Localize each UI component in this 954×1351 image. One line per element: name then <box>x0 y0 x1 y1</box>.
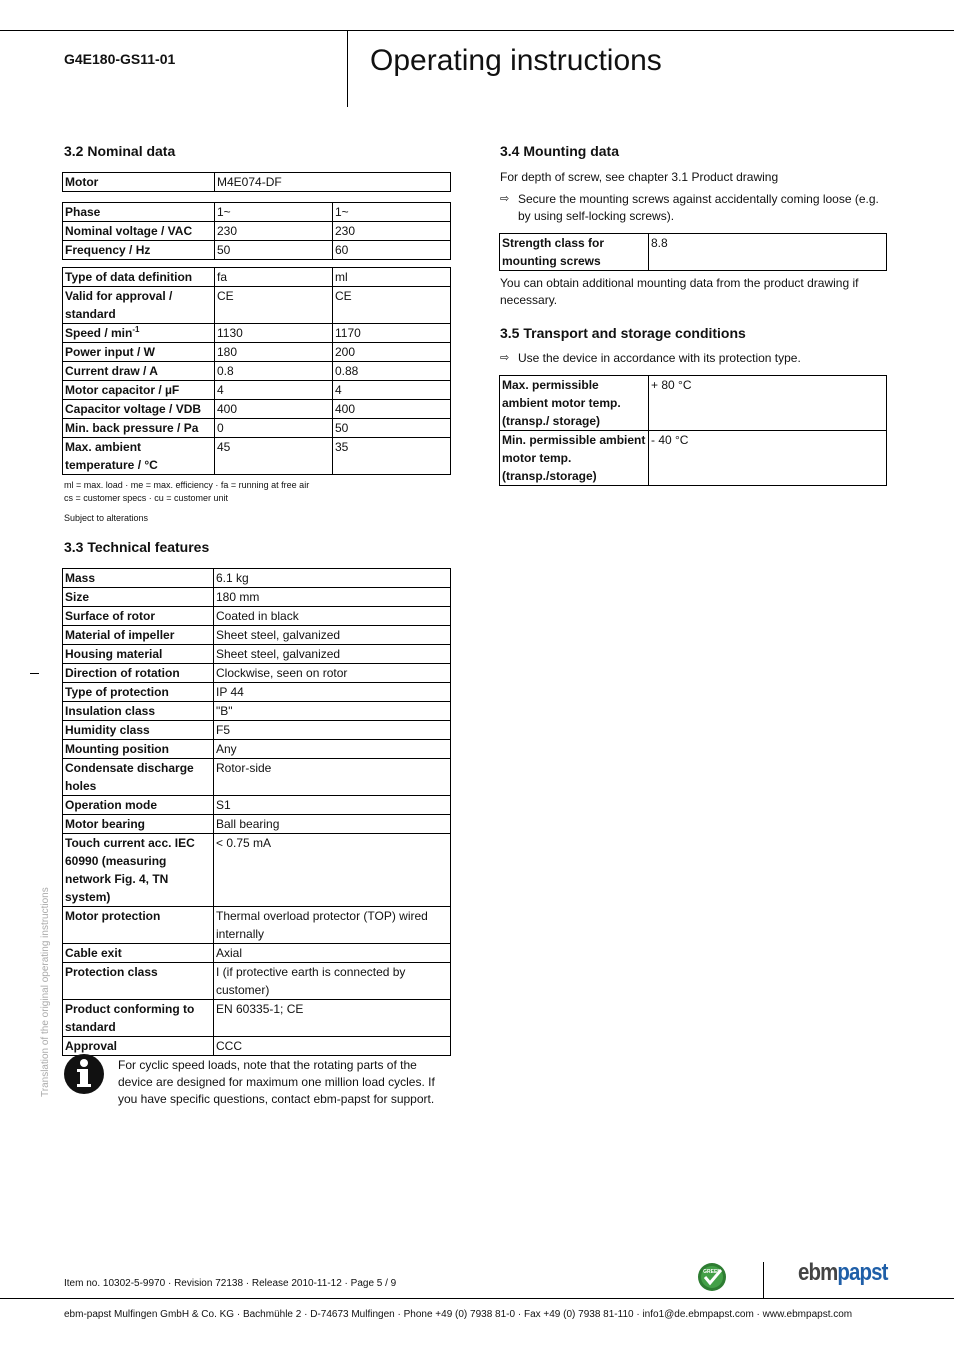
value-b: 4 <box>333 381 451 400</box>
arrow-icon: ⇨ <box>500 193 510 205</box>
arrow-icon: ⇨ <box>500 352 510 364</box>
row-value: Thermal overload protector (TOP) wired internally <box>214 907 451 944</box>
table-row <box>63 419 451 438</box>
row-label: Operation mode <box>63 796 214 815</box>
value-b: 60 <box>333 241 451 260</box>
mounting-intro: For depth of screw, see chapter 3.1 Product drawing <box>500 170 779 184</box>
value-b: 50 <box>333 419 451 438</box>
row-value: Ball bearing <box>214 815 451 834</box>
row-value: IP 44 <box>214 683 451 702</box>
row-label: Nominal voltage / VAC <box>63 222 215 241</box>
mounting-table <box>499 233 887 271</box>
row-label: Phase <box>63 203 215 222</box>
row-label: Humidity class <box>63 721 214 740</box>
row-value: F5 <box>214 721 451 740</box>
value-b: 1170 <box>333 324 451 343</box>
row-value: + 80 °C <box>649 376 887 431</box>
row-value: Coated in black <box>214 607 451 626</box>
row-label: Valid for approval / standard <box>63 287 215 324</box>
mounting-bullet <box>500 191 885 227</box>
row-label: Strength class for mounting screws <box>500 234 649 271</box>
legend-line-2: cs = customer specs · cu = customer unit <box>64 493 229 503</box>
value-a: CE <box>215 287 333 324</box>
table-row <box>63 834 451 907</box>
table-row <box>63 759 451 796</box>
row-label: Direction of rotation <box>63 664 214 683</box>
value-b: 230 <box>333 222 451 241</box>
row-value: Any <box>214 740 451 759</box>
legend-line-1: ml = max. load · me = max. efficiency · fa = running at free air <box>64 480 310 490</box>
cyclic-load-note: For cyclic speed loads, note that the rotating parts of the device are designed for maximum one million load cycles. If you have specific questions, contact ebm-papst for support. <box>118 1058 435 1106</box>
value-b: ml <box>333 268 451 287</box>
row-label: Insulation class <box>63 702 214 721</box>
table-row <box>63 438 451 475</box>
motor-value: M4E074-DF <box>215 173 451 192</box>
ebmpapst-logo <box>798 1259 888 1287</box>
table-row <box>63 607 451 626</box>
table-row <box>63 664 451 683</box>
value-a: 1130 <box>215 324 333 343</box>
row-value: 6.1 kg <box>214 569 451 588</box>
technical-features-heading: 3.3 Technical features <box>64 539 210 555</box>
green-tech-logo <box>697 1262 727 1292</box>
page-title: Operating instructions <box>370 44 662 77</box>
bullet-text: Use the device in accordance with its protection type. <box>518 351 801 365</box>
row-label: Material of impeller <box>63 626 214 645</box>
motor-table <box>62 172 451 192</box>
row-label: Mounting position <box>63 740 214 759</box>
row-label: Capacitor voltage / VDB <box>63 400 215 419</box>
margin-tick <box>30 673 39 674</box>
row-label: Size <box>63 588 214 607</box>
value-a: 1~ <box>215 203 333 222</box>
table-row <box>63 343 451 362</box>
row-label: Motor protection <box>63 907 214 944</box>
row-value: Clockwise, seen on rotor <box>214 664 451 683</box>
bullet-text: Secure the mounting screws against accidentally coming loose (e.g. by using self-locking screws). <box>518 192 879 223</box>
transport-table <box>499 375 887 486</box>
motor-label: Motor <box>63 173 215 192</box>
value-a: 230 <box>215 222 333 241</box>
mounting-data-heading: 3.4 Mounting data <box>500 143 619 159</box>
table-row <box>63 362 451 381</box>
table-row <box>63 907 451 944</box>
row-label: Motor capacitor / µF <box>63 381 215 400</box>
logo-papst: papst <box>837 1259 888 1286</box>
table-row <box>63 645 451 664</box>
table-row <box>63 702 451 721</box>
table-row <box>63 944 451 963</box>
table-row <box>63 222 451 241</box>
row-label: Protection class <box>63 963 214 1000</box>
row-label: Cable exit <box>63 944 214 963</box>
table-row <box>500 376 887 431</box>
header-top-rule <box>0 30 954 31</box>
logo-ebm: ebm <box>798 1259 838 1286</box>
row-label: Mass <box>63 569 214 588</box>
table-row <box>63 381 451 400</box>
row-value: Sheet steel, galvanized <box>214 626 451 645</box>
row-label: Housing material <box>63 645 214 664</box>
row-value: - 40 °C <box>649 431 887 486</box>
row-value: Axial <box>214 944 451 963</box>
table-row <box>63 173 451 192</box>
row-label: Frequency / Hz <box>63 241 215 260</box>
row-value: EN 60335-1; CE <box>214 1000 451 1037</box>
row-value: Rotor-side <box>214 759 451 796</box>
table-row <box>63 963 451 1000</box>
value-b: 400 <box>333 400 451 419</box>
row-label: Surface of rotor <box>63 607 214 626</box>
row-label: Max. ambient temperature / °C <box>63 438 215 475</box>
row-value: 180 mm <box>214 588 451 607</box>
table-row <box>63 683 451 702</box>
footer-rule <box>0 1298 954 1299</box>
technical-table <box>62 568 451 1056</box>
table-row <box>63 1000 451 1037</box>
row-value: CCC <box>214 1037 451 1056</box>
row-label: Type of data definition <box>63 268 215 287</box>
row-label: Type of protection <box>63 683 214 702</box>
row-label: Touch current acc. IEC 60990 (measuring network Fig. 4, TN system) <box>63 834 214 907</box>
nominal-data-heading: 3.2 Nominal data <box>64 143 176 159</box>
sidebar-translation-note: Translation of the original operating instructions <box>40 887 51 1097</box>
value-a: 180 <box>215 343 333 362</box>
table-row <box>63 626 451 645</box>
transport-bullet <box>500 350 885 368</box>
value-b: 1~ <box>333 203 451 222</box>
row-label: Min. back pressure / Pa <box>63 419 215 438</box>
table-row <box>63 740 451 759</box>
company-address-line: ebm-papst Mulfingen GmbH & Co. KG · Bachmühle 2 · D-74673 Mulfingen · Phone +49 (0) 7938 81-0 · Fax +49 (0) 7938 81-110 · info1@de.ebmpapst.com · www.ebmpapst.com <box>64 1309 853 1320</box>
row-label: Max. permissible ambient motor temp. (transp./ storage) <box>500 376 649 431</box>
row-label: Power input / W <box>63 343 215 362</box>
mounting-after-text: You can obtain additional mounting data from the product drawing if necessary. <box>500 276 859 307</box>
value-a: 0 <box>215 419 333 438</box>
value-b: 200 <box>333 343 451 362</box>
table-row <box>63 268 451 287</box>
phase-table <box>62 202 451 260</box>
value-b: 35 <box>333 438 451 475</box>
table-row <box>63 400 451 419</box>
table-row <box>63 241 451 260</box>
value-a: 4 <box>215 381 333 400</box>
value-a: 0.8 <box>215 362 333 381</box>
row-value: S1 <box>214 796 451 815</box>
row-value: 8.8 <box>649 234 887 271</box>
header-divider <box>347 30 348 107</box>
row-label: Min. permissible ambient motor temp. (transp./storage) <box>500 431 649 486</box>
nominal-values-table <box>62 267 451 475</box>
table-row <box>63 1037 451 1056</box>
svg-text:GREEN: GREEN <box>703 1269 721 1275</box>
table-row <box>500 234 887 271</box>
row-label: Approval <box>63 1037 214 1056</box>
row-label: Speed / $\min^{-1}$ <box>63 324 215 343</box>
value-b: CE <box>333 287 451 324</box>
table-row <box>63 796 451 815</box>
table-row <box>63 721 451 740</box>
row-label: Product conforming to standard <box>63 1000 214 1037</box>
logo-divider <box>763 1262 764 1298</box>
value-a: 45 <box>215 438 333 475</box>
item-info-line: Item no. 10302-5-9970 · Revision 72138 · Release 2010-11-12 · Page 5 / 9 <box>64 1278 397 1289</box>
table-row <box>500 431 887 486</box>
table-row <box>63 588 451 607</box>
transport-heading: 3.5 Transport and storage conditions <box>500 325 746 341</box>
table-row <box>63 203 451 222</box>
value-a: 400 <box>215 400 333 419</box>
table-row <box>63 287 451 324</box>
info-icon <box>63 1053 105 1095</box>
subject-to-alterations: Subject to alterations <box>64 513 149 523</box>
row-label: Condensate discharge holes <box>63 759 214 796</box>
table-row <box>63 815 451 834</box>
row-value: "B" <box>214 702 451 721</box>
value-b: 0.88 <box>333 362 451 381</box>
table-row <box>63 324 451 343</box>
value-a: fa <box>215 268 333 287</box>
value-a: 50 <box>215 241 333 260</box>
row-value: Sheet steel, galvanized <box>214 645 451 664</box>
row-label: Current draw / A <box>63 362 215 381</box>
row-value: I (if protective earth is connected by customer) <box>214 963 451 1000</box>
table-row <box>63 569 451 588</box>
row-label: Motor bearing <box>63 815 214 834</box>
model-number: G4E180-GS11-01 <box>64 51 176 67</box>
row-value: < 0.75 mA <box>214 834 451 907</box>
